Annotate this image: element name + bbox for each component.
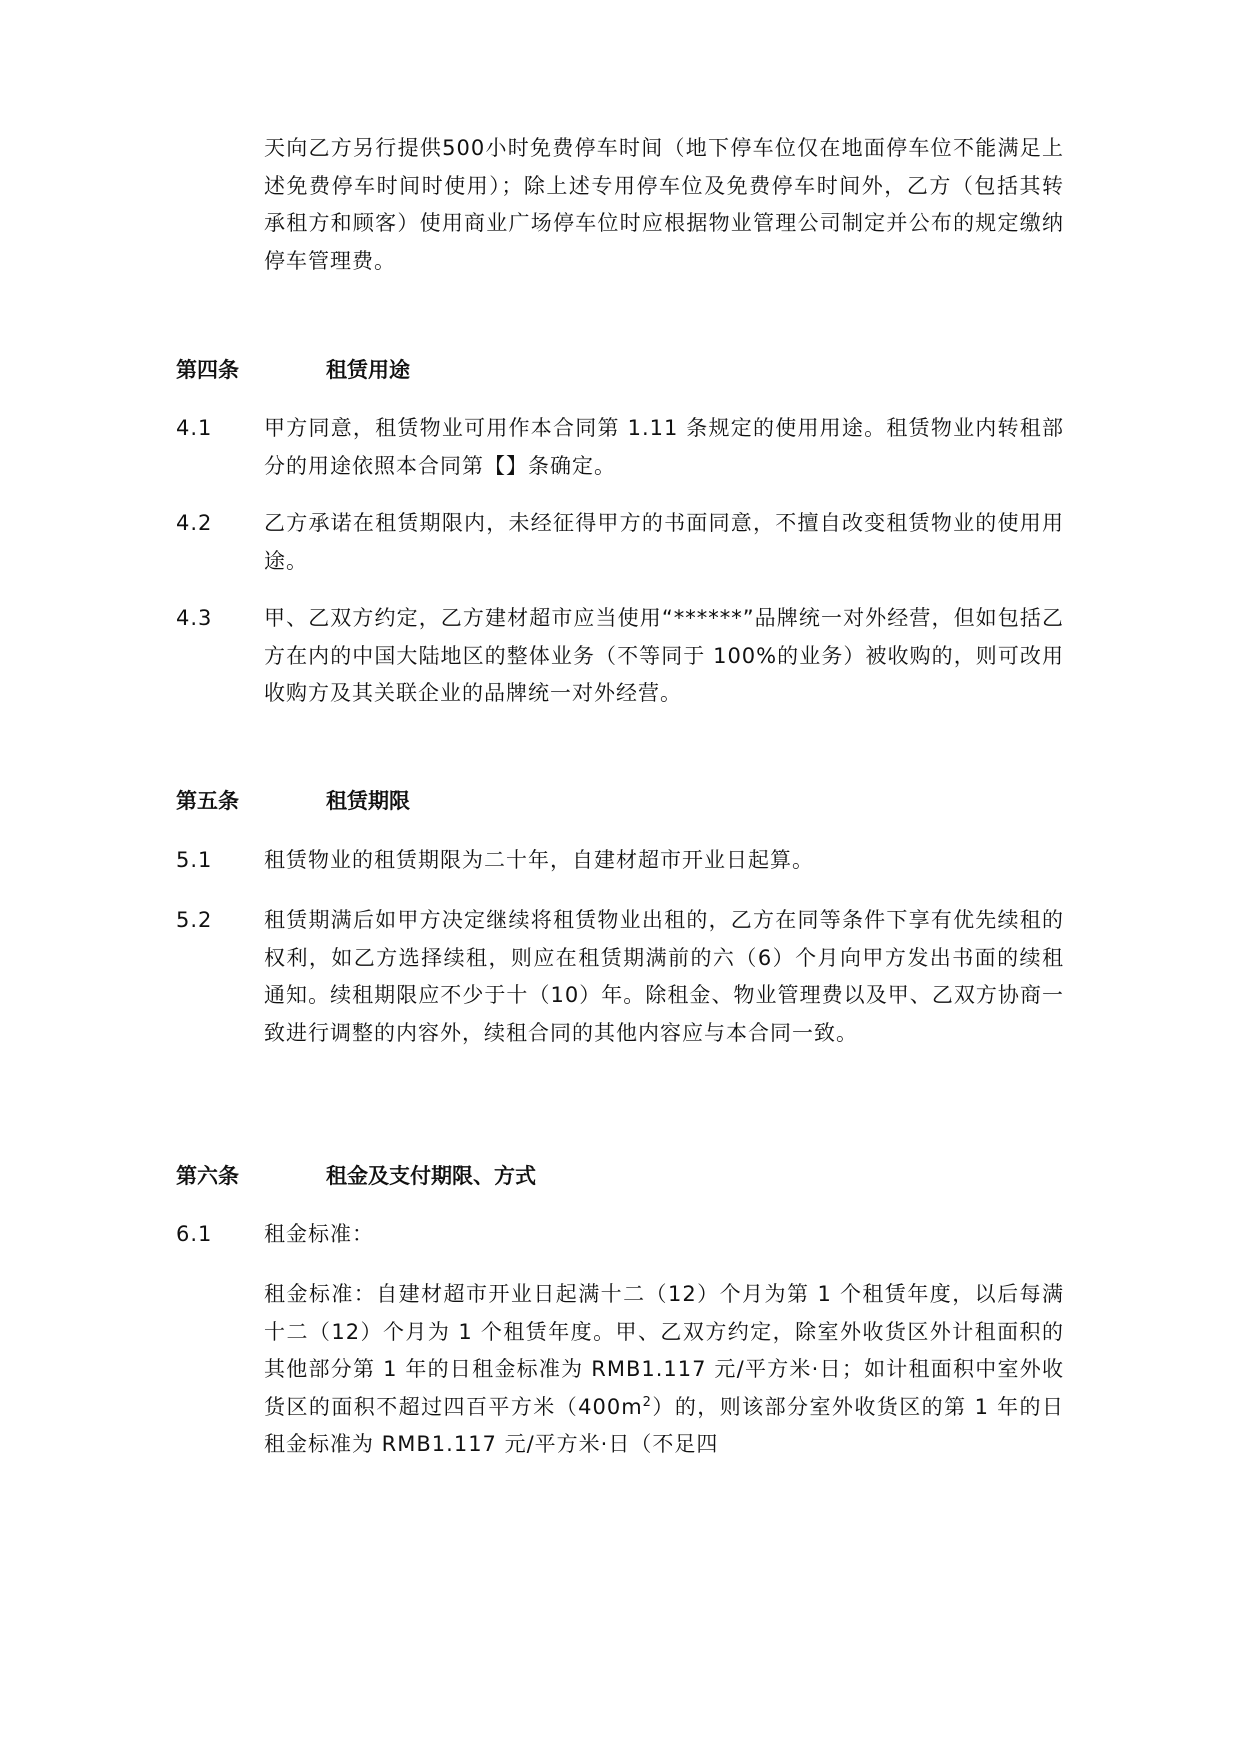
- intro-paragraph: 天向乙方另行提供500小时免费停车时间（地下停车位仅在地面停车位不能满足上述免费停车时间时使用）；除上述专用停车位及免费停车时间外，乙方（包括其转承租方和顾客）使用商业广场停车位时应根据物业管理公司制定并公布的规定缴纳停车管理费。: [264, 136, 1064, 273]
- rent-text-part1: 租金标准：自建材超市开业日起满十二（12）个月为第 1 个租赁年度，以后每满十二（12）个月为 1 个租赁年度。甲、乙双方约定，除室外收货区外计租面积的其他部分第 1 年的日租金标准为 RMB1.117 元/平方米·日；如计租面积中室外收货区的面积不超过四百平方米（400m: [264, 1282, 1064, 1419]
- article-number: 第五条: [176, 789, 239, 813]
- clause-number: 5.1: [176, 848, 213, 872]
- clause-text: 租金标准：: [264, 1222, 374, 1246]
- clause-text: 甲方同意，租赁物业可用作本合同第 1.11 条规定的使用用途。租赁物业内转租部分的用途依照本合同第【】条确定。: [264, 416, 1064, 478]
- superscript-2: 2: [642, 1394, 652, 1410]
- clause-text: 租赁物业的租赁期限为二十年，自建材超市开业日起算。: [264, 848, 814, 872]
- article-title: 租赁期限: [326, 789, 410, 813]
- clause-number: 4.2: [176, 511, 213, 535]
- clause-text: 甲、乙双方约定，乙方建材超市应当使用“******”品牌统一对外经营，但如包括乙方在内的中国大陆地区的整体业务（不等同于 100%的业务）被收购的，则可改用收购方及其关联企业的品牌统一对外经营。: [264, 606, 1064, 705]
- article-number: 第六条: [176, 1164, 239, 1188]
- rent-standard-paragraph: [264, 1276, 1064, 1464]
- clause-number: 4.1: [176, 416, 213, 440]
- article-number: 第四条: [176, 358, 239, 382]
- clause-text: 乙方承诺在租赁期限内，未经征得甲方的书面同意，不擅自改变租赁物业的使用用途。: [264, 511, 1064, 573]
- clause-number: 5.2: [176, 908, 213, 932]
- clause-number: 4.3: [176, 606, 213, 630]
- article-title: 租金及支付期限、方式: [326, 1164, 536, 1188]
- rent-text-part2: ）的，则该部分室外收货区的第 1 年的日租金标准为 RMB1.117 元/平方米·日（不足四: [264, 1394, 1064, 1456]
- clause-text: 租赁期满后如甲方决定继续将租赁物业出租的，乙方在同等条件下享有优先续租的权利，如乙方选择续租，则应在租赁期满前的六（6）个月向甲方发出书面的续租通知。续租期限应不少于十（10）年。除租金、物业管理费以及甲、乙双方协商一致进行调整的内容外，续租合同的其他内容应与本合同一致。: [264, 908, 1064, 1045]
- clause-number: 6.1: [176, 1222, 213, 1246]
- article-title: 租赁用途: [326, 358, 410, 382]
